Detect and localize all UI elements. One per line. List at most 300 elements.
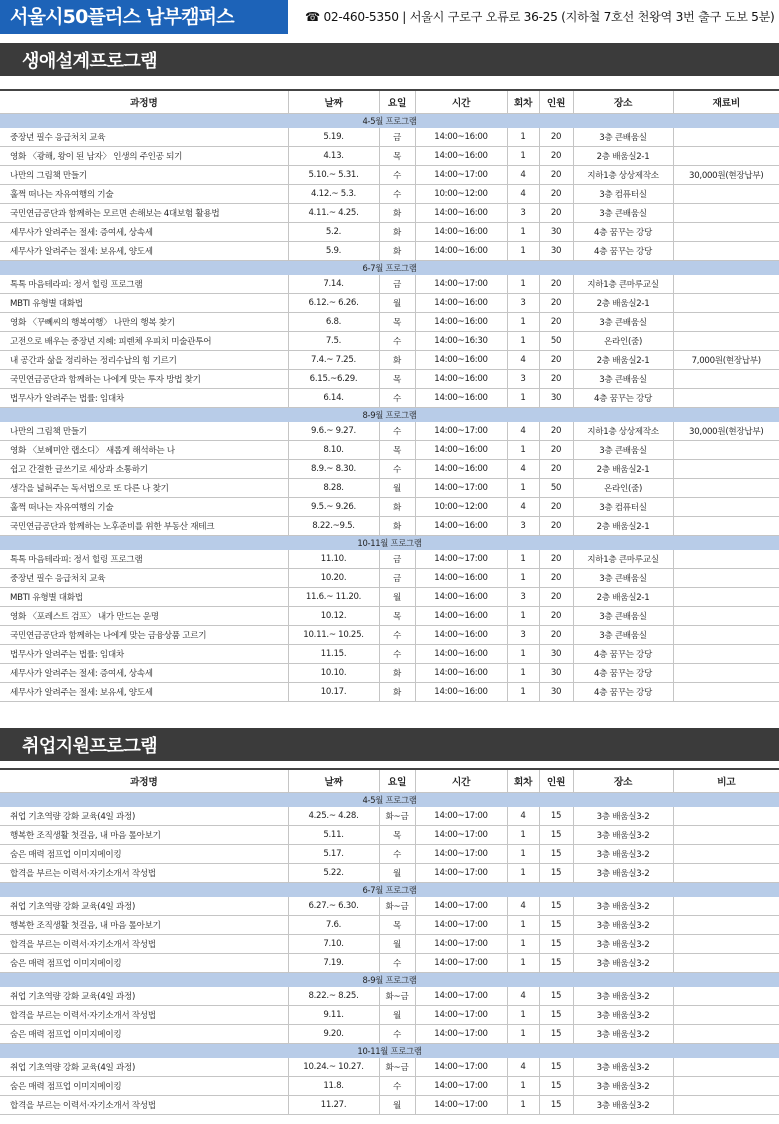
- cell-weekday: 월: [379, 294, 415, 313]
- cell-extra: [673, 1025, 779, 1044]
- cell-time: 14:00~17:00: [415, 916, 507, 935]
- period-label: 10-11월 프로그램: [0, 1044, 779, 1058]
- cell-date: 10.17.: [288, 683, 379, 702]
- table-row: [0, 275, 779, 294]
- cell-weekday: 화: [379, 683, 415, 702]
- cell-location: 4층 꿈꾸는 강당: [573, 389, 673, 408]
- cell-date: 6.8.: [288, 313, 379, 332]
- cell-location: 3층 배움실3-2: [573, 1006, 673, 1025]
- cell-date: 9.20.: [288, 1025, 379, 1044]
- column-header-capacity: 인원: [539, 90, 573, 114]
- cell-course-name: 영화 〈보헤미안 랩소디〉 새롭게 해석하는 나: [0, 441, 288, 460]
- cell-extra: [673, 1077, 779, 1096]
- cell-sessions: 3: [507, 370, 539, 389]
- cell-sessions: 1: [507, 683, 539, 702]
- table-row: [0, 645, 779, 664]
- cell-date: 7.6.: [288, 916, 379, 935]
- cell-extra: [673, 441, 779, 460]
- cell-location: 3층 큰배움실: [573, 313, 673, 332]
- cell-sessions: 1: [507, 147, 539, 166]
- cell-location: 4층 꿈꾸는 강당: [573, 645, 673, 664]
- cell-location: 3층 배움실3-2: [573, 1025, 673, 1044]
- period-row: [0, 793, 779, 807]
- cell-location: 3층 큰배움실: [573, 626, 673, 645]
- cell-extra: [673, 897, 779, 916]
- cell-capacity: 20: [539, 275, 573, 294]
- cell-course-name: 합격을 부르는 이력서·자기소개서 작성법: [0, 864, 288, 883]
- cell-date: 4.12.~ 5.3.: [288, 185, 379, 204]
- cell-location: 2층 배움실2-1: [573, 517, 673, 536]
- cell-course-name: 합격을 부르는 이력서·자기소개서 작성법: [0, 935, 288, 954]
- cell-location: 4층 꿈꾸는 강당: [573, 223, 673, 242]
- cell-capacity: 30: [539, 645, 573, 664]
- period-row: [0, 408, 779, 422]
- cell-weekday: 금: [379, 550, 415, 569]
- cell-time: 14:00~17:00: [415, 807, 507, 826]
- cell-date: 4.11.~ 4.25.: [288, 204, 379, 223]
- period-row: [0, 114, 779, 128]
- cell-date: 10.11.~ 10.25.: [288, 626, 379, 645]
- cell-capacity: 20: [539, 422, 573, 441]
- cell-course-name: 나만의 그림책 만들기: [0, 422, 288, 441]
- cell-sessions: 1: [507, 275, 539, 294]
- cell-course-name: 국민연금공단과 함께하는 나에게 맞는 투자 방법 찾기: [0, 370, 288, 389]
- cell-location: 4층 꿈꾸는 강당: [573, 683, 673, 702]
- cell-extra: [673, 479, 779, 498]
- cell-extra: [673, 223, 779, 242]
- column-header-capacity: 인원: [539, 769, 573, 793]
- column-header-time: 시간: [415, 769, 507, 793]
- cell-capacity: 15: [539, 935, 573, 954]
- cell-capacity: 20: [539, 460, 573, 479]
- cell-weekday: 수: [379, 954, 415, 973]
- period-row: [0, 973, 779, 987]
- cell-location: 3층 큰배움실: [573, 370, 673, 389]
- cell-date: 10.12.: [288, 607, 379, 626]
- cell-course-name: 숨은 매력 점프업 이미지메이킹: [0, 1077, 288, 1096]
- cell-course-name: 쉽고 간결한 글쓰기로 세상과 소통하기: [0, 460, 288, 479]
- cell-weekday: 수: [379, 332, 415, 351]
- cell-time: 14:00~16:00: [415, 313, 507, 332]
- cell-weekday: 화: [379, 351, 415, 370]
- cell-time: 14:00~17:00: [415, 550, 507, 569]
- cell-sessions: 3: [507, 517, 539, 536]
- cell-weekday: 수: [379, 185, 415, 204]
- cell-extra: [673, 588, 779, 607]
- column-header-weekday: 요일: [379, 90, 415, 114]
- period-label: 8-9월 프로그램: [0, 408, 779, 422]
- cell-date: 8.9.~ 8.30.: [288, 460, 379, 479]
- cell-time: 14:00~17:00: [415, 479, 507, 498]
- cell-course-name: 중장년 필수 응급처치 교육: [0, 128, 288, 147]
- cell-date: 7.19.: [288, 954, 379, 973]
- cell-sessions: 3: [507, 626, 539, 645]
- cell-extra: [673, 845, 779, 864]
- cell-weekday: 화: [379, 664, 415, 683]
- cell-course-name: 세무사가 알려주는 절세: 보유세, 양도세: [0, 242, 288, 261]
- cell-capacity: 30: [539, 389, 573, 408]
- column-header-location: 장소: [573, 90, 673, 114]
- table-row: [0, 954, 779, 973]
- cell-location: 3층 큰배움실: [573, 441, 673, 460]
- cell-extra: 7,000원(현장납부): [673, 351, 779, 370]
- cell-weekday: 목: [379, 441, 415, 460]
- cell-extra: [673, 569, 779, 588]
- column-header-sessions: 회차: [507, 90, 539, 114]
- cell-extra: [673, 389, 779, 408]
- table-row: [0, 294, 779, 313]
- cell-date: 5.19.: [288, 128, 379, 147]
- column-header-extra: 비고: [673, 769, 779, 793]
- cell-capacity: 30: [539, 683, 573, 702]
- period-label: 6-7월 프로그램: [0, 261, 779, 275]
- cell-weekday: 화: [379, 517, 415, 536]
- cell-time: 14:00~17:00: [415, 845, 507, 864]
- cell-weekday: 화~금: [379, 807, 415, 826]
- cell-date: 4.25.~ 4.28.: [288, 807, 379, 826]
- cell-course-name: 국민연금공단과 함께하는 나에게 맞는 금융상품 고르기: [0, 626, 288, 645]
- cell-location: 4층 꿈꾸는 강당: [573, 242, 673, 261]
- cell-weekday: 화~금: [379, 897, 415, 916]
- cell-sessions: 4: [507, 987, 539, 1006]
- table-row: [0, 588, 779, 607]
- cell-sessions: 1: [507, 935, 539, 954]
- cell-capacity: 15: [539, 807, 573, 826]
- header-row: [0, 769, 779, 793]
- cell-capacity: 20: [539, 498, 573, 517]
- cell-extra: [673, 935, 779, 954]
- cell-weekday: 화: [379, 242, 415, 261]
- cell-course-name: 내 공간과 삶을 정리하는 정리수납의 힘 기르기: [0, 351, 288, 370]
- cell-course-name: 법무사가 알려주는 법률: 임대차: [0, 389, 288, 408]
- period-row: [0, 883, 779, 897]
- cell-weekday: 화~금: [379, 1058, 415, 1077]
- cell-time: 14:00~17:00: [415, 897, 507, 916]
- table-row: [0, 441, 779, 460]
- cell-location: 3층 큰배움실: [573, 569, 673, 588]
- cell-date: 10.10.: [288, 664, 379, 683]
- cell-sessions: 4: [507, 351, 539, 370]
- cell-course-name: 취업 기초역량 강화 교육(4일 과정): [0, 987, 288, 1006]
- cell-location: 지하1층 큰마루교실: [573, 550, 673, 569]
- cell-capacity: 15: [539, 1006, 573, 1025]
- cell-capacity: 20: [539, 313, 573, 332]
- cell-extra: [673, 916, 779, 935]
- cell-extra: [673, 128, 779, 147]
- cell-extra: [673, 987, 779, 1006]
- cell-course-name: 생각을 넓혀주는 독서법으로 또 다른 나 찾기: [0, 479, 288, 498]
- cell-course-name: 나만의 그림책 만들기: [0, 166, 288, 185]
- cell-time: 14:00~16:00: [415, 645, 507, 664]
- cell-capacity: 50: [539, 332, 573, 351]
- cell-sessions: 1: [507, 389, 539, 408]
- cell-sessions: 4: [507, 166, 539, 185]
- cell-sessions: 4: [507, 807, 539, 826]
- cell-weekday: 수: [379, 166, 415, 185]
- cell-date: 8.22.~ 8.25.: [288, 987, 379, 1006]
- column-header-course-name: 과정명: [0, 769, 288, 793]
- cell-date: 8.28.: [288, 479, 379, 498]
- cell-extra: [673, 332, 779, 351]
- cell-location: 3층 배움실3-2: [573, 916, 673, 935]
- cell-extra: 30,000원(현장납부): [673, 422, 779, 441]
- cell-extra: [673, 517, 779, 536]
- cell-extra: [673, 1006, 779, 1025]
- cell-sessions: 1: [507, 1077, 539, 1096]
- cell-time: 14:00~16:00: [415, 204, 507, 223]
- cell-course-name: 숨은 매력 점프업 이미지메이킹: [0, 1025, 288, 1044]
- cell-location: 지하1층 상상제작소: [573, 422, 673, 441]
- cell-time: 14:00~16:00: [415, 351, 507, 370]
- cell-extra: [673, 954, 779, 973]
- table-row: [0, 147, 779, 166]
- cell-capacity: 20: [539, 294, 573, 313]
- column-header-sessions: 회차: [507, 769, 539, 793]
- cell-time: 14:00~16:00: [415, 683, 507, 702]
- cell-date: 9.11.: [288, 1006, 379, 1025]
- cell-date: 5.9.: [288, 242, 379, 261]
- table-row: [0, 1058, 779, 1077]
- cell-time: 10:00~12:00: [415, 185, 507, 204]
- cell-course-name: 취업 기초역량 강화 교육(4일 과정): [0, 1058, 288, 1077]
- cell-sessions: 1: [507, 242, 539, 261]
- cell-sessions: 1: [507, 845, 539, 864]
- cell-date: 11.10.: [288, 550, 379, 569]
- cell-capacity: 15: [539, 1058, 573, 1077]
- cell-extra: [673, 275, 779, 294]
- cell-location: 2층 배움실2-1: [573, 294, 673, 313]
- table-row: [0, 223, 779, 242]
- cell-extra: [673, 1058, 779, 1077]
- cell-course-name: 고전으로 배우는 중장년 지혜: 피렌체 우피치 미술관투어: [0, 332, 288, 351]
- cell-capacity: 15: [539, 1025, 573, 1044]
- cell-date: 6.15.~6.29.: [288, 370, 379, 389]
- table-row: [0, 422, 779, 441]
- cell-course-name: 영화 〈광해, 왕이 된 남자〉 인생의 주인공 되기: [0, 147, 288, 166]
- cell-sessions: 4: [507, 422, 539, 441]
- cell-course-name: 훌쩍 떠나는 자유여행의 기술: [0, 185, 288, 204]
- cell-date: 10.24.~ 10.27.: [288, 1058, 379, 1077]
- cell-location: 3층 배움실3-2: [573, 1058, 673, 1077]
- table-row: [0, 1096, 779, 1115]
- cell-location: 3층 배움실3-2: [573, 864, 673, 883]
- cell-course-name: 국민연금공단과 함께하는 노후준비를 위한 부동산 재테크: [0, 517, 288, 536]
- cell-sessions: 4: [507, 897, 539, 916]
- cell-location: 3층 배움실3-2: [573, 954, 673, 973]
- cell-capacity: 20: [539, 147, 573, 166]
- cell-time: 14:00~17:00: [415, 422, 507, 441]
- cell-sessions: 3: [507, 294, 539, 313]
- cell-course-name: MBTI 유형별 대화법: [0, 588, 288, 607]
- cell-location: 3층 큰배움실: [573, 204, 673, 223]
- cell-capacity: 15: [539, 954, 573, 973]
- cell-sessions: 1: [507, 223, 539, 242]
- period-label: 10-11월 프로그램: [0, 536, 779, 550]
- cell-extra: [673, 626, 779, 645]
- table-row: [0, 550, 779, 569]
- cell-extra: [673, 460, 779, 479]
- cell-sessions: 1: [507, 479, 539, 498]
- table-row: [0, 569, 779, 588]
- cell-capacity: 30: [539, 664, 573, 683]
- cell-weekday: 금: [379, 569, 415, 588]
- cell-course-name: 법무사가 알려주는 법률: 임대차: [0, 645, 288, 664]
- cell-location: 3층 큰배움실: [573, 128, 673, 147]
- cell-capacity: 15: [539, 845, 573, 864]
- cell-course-name: 세무사가 알려주는 절세: 증여세, 상속세: [0, 664, 288, 683]
- period-row: [0, 536, 779, 550]
- cell-capacity: 15: [539, 864, 573, 883]
- cell-location: 2층 배움실2-1: [573, 147, 673, 166]
- section-heading-employment: [0, 728, 779, 761]
- cell-course-name: 숨은 매력 점프업 이미지메이킹: [0, 845, 288, 864]
- section-title: 생애설계프로그램: [22, 50, 158, 72]
- table-row: [0, 1006, 779, 1025]
- cell-extra: [673, 645, 779, 664]
- cell-weekday: 월: [379, 1006, 415, 1025]
- cell-sessions: 1: [507, 332, 539, 351]
- cell-date: 7.14.: [288, 275, 379, 294]
- cell-location: 2층 배움실2-1: [573, 588, 673, 607]
- cell-capacity: 15: [539, 897, 573, 916]
- cell-weekday: 수: [379, 626, 415, 645]
- cell-weekday: 화: [379, 223, 415, 242]
- cell-time: 14:00~17:00: [415, 935, 507, 954]
- cell-time: 14:00~17:00: [415, 987, 507, 1006]
- table-row: [0, 332, 779, 351]
- cell-sessions: 4: [507, 460, 539, 479]
- cell-course-name: 취업 기초역량 강화 교육(4일 과정): [0, 897, 288, 916]
- table-row: [0, 607, 779, 626]
- column-header-location: 장소: [573, 769, 673, 793]
- table-row: [0, 807, 779, 826]
- cell-date: 7.10.: [288, 935, 379, 954]
- cell-location: 3층 배움실3-2: [573, 897, 673, 916]
- cell-sessions: 1: [507, 826, 539, 845]
- table-row: [0, 128, 779, 147]
- cell-sessions: 1: [507, 1006, 539, 1025]
- cell-time: 14:00~16:00: [415, 441, 507, 460]
- period-label: 4-5월 프로그램: [0, 793, 779, 807]
- cell-location: 온라인(줌): [573, 332, 673, 351]
- cell-location: 2층 배움실2-1: [573, 351, 673, 370]
- cell-capacity: 15: [539, 826, 573, 845]
- cell-weekday: 월: [379, 1096, 415, 1115]
- period-row: [0, 1044, 779, 1058]
- table-row: [0, 498, 779, 517]
- cell-extra: [673, 550, 779, 569]
- cell-date: 6.14.: [288, 389, 379, 408]
- table-row: [0, 479, 779, 498]
- table-row: [0, 370, 779, 389]
- table-row: [0, 313, 779, 332]
- top-bar: [0, 0, 779, 34]
- period-label: 6-7월 프로그램: [0, 883, 779, 897]
- cell-capacity: 15: [539, 1077, 573, 1096]
- cell-date: 11.6.~ 11.20.: [288, 588, 379, 607]
- cell-weekday: 수: [379, 1025, 415, 1044]
- cell-time: 10:00~12:00: [415, 498, 507, 517]
- column-header-course-name: 과정명: [0, 90, 288, 114]
- cell-extra: 30,000원(현장납부): [673, 166, 779, 185]
- cell-weekday: 목: [379, 607, 415, 626]
- cell-date: 9.5.~ 9.26.: [288, 498, 379, 517]
- table-row: [0, 1025, 779, 1044]
- cell-course-name: MBTI 유형별 대화법: [0, 294, 288, 313]
- cell-time: 14:00~17:00: [415, 1025, 507, 1044]
- life-planning-table: [0, 89, 779, 702]
- cell-sessions: 1: [507, 1096, 539, 1115]
- cell-sessions: 1: [507, 128, 539, 147]
- cell-capacity: 20: [539, 128, 573, 147]
- period-label: 8-9월 프로그램: [0, 973, 779, 987]
- section-title: 취업지원프로그램: [22, 735, 158, 757]
- cell-course-name: 행복한 조직생활 첫걸음, 내 마음 톺아보기: [0, 826, 288, 845]
- cell-course-name: 톡톡 마음테라피: 정서 힐링 프로그램: [0, 550, 288, 569]
- cell-time: 14:00~16:00: [415, 128, 507, 147]
- cell-extra: [673, 370, 779, 389]
- cell-capacity: 20: [539, 370, 573, 389]
- cell-date: 7.5.: [288, 332, 379, 351]
- table-row: [0, 185, 779, 204]
- table-row: [0, 626, 779, 645]
- cell-time: 14:00~17:00: [415, 1006, 507, 1025]
- cell-date: 6.12.~ 6.26.: [288, 294, 379, 313]
- cell-course-name: 행복한 조직생활 첫걸음, 내 마음 톺아보기: [0, 916, 288, 935]
- cell-course-name: 중장년 필수 응급처치 교육: [0, 569, 288, 588]
- cell-sessions: 1: [507, 569, 539, 588]
- cell-date: 11.15.: [288, 645, 379, 664]
- cell-location: 3층 배움실3-2: [573, 935, 673, 954]
- cell-weekday: 수: [379, 1077, 415, 1096]
- cell-sessions: 1: [507, 645, 539, 664]
- table-row: [0, 864, 779, 883]
- cell-date: 6.27.~ 6.30.: [288, 897, 379, 916]
- cell-weekday: 수: [379, 460, 415, 479]
- cell-extra: [673, 294, 779, 313]
- column-header-date: 날짜: [288, 769, 379, 793]
- cell-location: 3층 배움실3-2: [573, 987, 673, 1006]
- cell-location: 2층 배움실2-1: [573, 460, 673, 479]
- cell-weekday: 목: [379, 916, 415, 935]
- cell-weekday: 수: [379, 389, 415, 408]
- cell-date: 11.8.: [288, 1077, 379, 1096]
- cell-time: 14:00~16:00: [415, 370, 507, 389]
- cell-location: 3층 큰배움실: [573, 607, 673, 626]
- header-row: [0, 90, 779, 114]
- table-row: [0, 389, 779, 408]
- cell-extra: [673, 664, 779, 683]
- cell-location: 3층 배움실3-2: [573, 1096, 673, 1115]
- cell-date: 7.4.~ 7.25.: [288, 351, 379, 370]
- cell-course-name: 숨은 매력 점프업 이미지메이킹: [0, 954, 288, 973]
- table-row: [0, 664, 779, 683]
- cell-course-name: 영화 〈꾸뻬씨의 행복여행〉 나만의 행복 찾기: [0, 313, 288, 332]
- cell-extra: [673, 607, 779, 626]
- table-row: [0, 935, 779, 954]
- cell-capacity: 20: [539, 569, 573, 588]
- cell-weekday: 목: [379, 826, 415, 845]
- contact-info: ☎ 02-460-5350 | 서울시 구로구 오류로 36-25 (지하철 7호선 천왕역 3번 출구 도보 5분): [305, 10, 775, 24]
- cell-time: 14:00~17:00: [415, 166, 507, 185]
- cell-sessions: 1: [507, 1025, 539, 1044]
- cell-sessions: 3: [507, 588, 539, 607]
- cell-date: 4.13.: [288, 147, 379, 166]
- cell-time: 14:00~16:30: [415, 332, 507, 351]
- cell-weekday: 화~금: [379, 987, 415, 1006]
- cell-time: 14:00~17:00: [415, 1077, 507, 1096]
- cell-date: 10.20.: [288, 569, 379, 588]
